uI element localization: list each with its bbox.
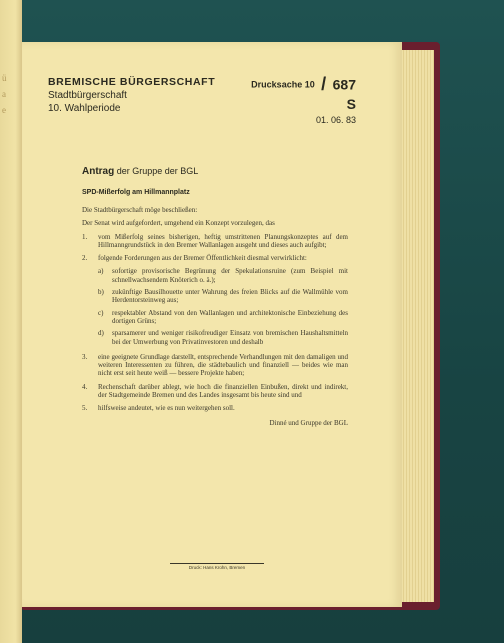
drucksache-label: Drucksache 10 bbox=[251, 79, 315, 90]
item-text: vom Mißerfolg seines bisherigen, heftig umstrittenen Planungskonzeptes auf dem Hillmanngrundstück in den Bremer Wallanlagen ausgeht und dieses auch aufgibt; bbox=[98, 232, 348, 249]
org-name: BREMISCHE BÜRGERSCHAFT bbox=[48, 76, 216, 88]
sub-item-text: sparsamerer und weniger risikofreudiger Einsatz von bremischen Haushaltsmitteln bei der Umwerbung von Privatinvestoren und deshalb bbox=[112, 329, 348, 346]
motion-submitter: der Gruppe der BGL bbox=[116, 166, 199, 176]
printer-imprint: Druck: Hans Krohn, Bremen bbox=[170, 563, 264, 570]
item-text: hilfsweise andeutet, wie es nun weitergehen soll. bbox=[98, 404, 235, 413]
org-sub: Stadtbürgerschaft bbox=[48, 90, 127, 101]
ghost-char: e bbox=[2, 105, 6, 115]
list-item bbox=[82, 404, 348, 412]
motion-body bbox=[82, 206, 348, 427]
ghost-char: ü bbox=[2, 73, 7, 83]
drucksache-number: 687 S bbox=[332, 76, 356, 112]
list-item bbox=[82, 233, 348, 250]
page-edges bbox=[398, 50, 434, 602]
item-number: 4. bbox=[82, 382, 88, 391]
motion-heading bbox=[82, 166, 198, 177]
list-item bbox=[82, 383, 348, 400]
intro-line: Die Stadtbürgerschaft möge beschließen: bbox=[82, 206, 198, 214]
sub-item-text: zukünftige Bausilhouette unter Wahrung des freien Blicks auf die Wallmühle vom Herdentorsteinweg aus; bbox=[112, 288, 348, 305]
sub-item-text: respektabler Abstand von den Wallanlagen und architektonische Einbeziehung des dortigen Grüns; bbox=[112, 308, 348, 325]
item-number: 5. bbox=[82, 404, 88, 413]
sub-item bbox=[82, 309, 348, 326]
adjacent-page-strip bbox=[0, 0, 22, 643]
item-text: folgende Forderungen aus der Bremer Öffentlichkeit diesmal verwirklicht: bbox=[98, 254, 307, 263]
sub-item bbox=[82, 329, 348, 346]
sub-item bbox=[82, 267, 348, 284]
organization-block bbox=[48, 76, 215, 114]
sub-item bbox=[82, 288, 348, 305]
list-item bbox=[82, 254, 348, 262]
legislative-period: 10. Wahlperiode bbox=[48, 103, 121, 114]
item-text: eine geeignete Grundlage darstellt, entsprechende Verhandlungen mit den damaligen und weiteren Interessenten zu führen, die städtebaulich und finanziell — beides wie man nicht erst seit heute weiß — bessere Projekte haben; bbox=[98, 352, 348, 378]
signature: Dinné und Gruppe der BGL bbox=[269, 418, 348, 427]
motion-word: Antrag bbox=[82, 166, 115, 177]
item-number: 1. bbox=[82, 232, 88, 241]
sub-item-letter: a) bbox=[98, 267, 104, 276]
adjacent-page-text bbox=[2, 70, 20, 118]
drucksache-slash: / bbox=[321, 74, 327, 94]
document-date: 01. 06. 83 bbox=[315, 115, 356, 125]
intro-line: Der Senat wird aufgefordert, umgehend ein Konzept vorzulegen, das bbox=[82, 219, 275, 228]
sub-item-text: sofortige provisorische Begrünung der Spekulationsruine (zum Beispiel mit schnellwachsendem Knöterich o. ä.); bbox=[112, 267, 348, 284]
motion-subject: SPD-Mißerfolg am Hillmannplatz bbox=[82, 189, 190, 196]
ghost-char: a bbox=[2, 89, 6, 99]
item-text: Rechenschaft darüber ablegt, wie hoch die finanziellen Einbußen, direkt und indirekt, der Stadtgemeinde Bremen und des Landes insgesamt bis heute sind und bbox=[98, 382, 348, 400]
list-item bbox=[82, 353, 348, 378]
item-number: 3. bbox=[82, 352, 88, 361]
sub-item-letter: b) bbox=[98, 288, 104, 297]
item-number: 2. bbox=[82, 254, 88, 263]
sub-item-letter: c) bbox=[98, 308, 104, 317]
sub-item-letter: d) bbox=[98, 329, 104, 338]
drucksache-block bbox=[246, 74, 356, 125]
